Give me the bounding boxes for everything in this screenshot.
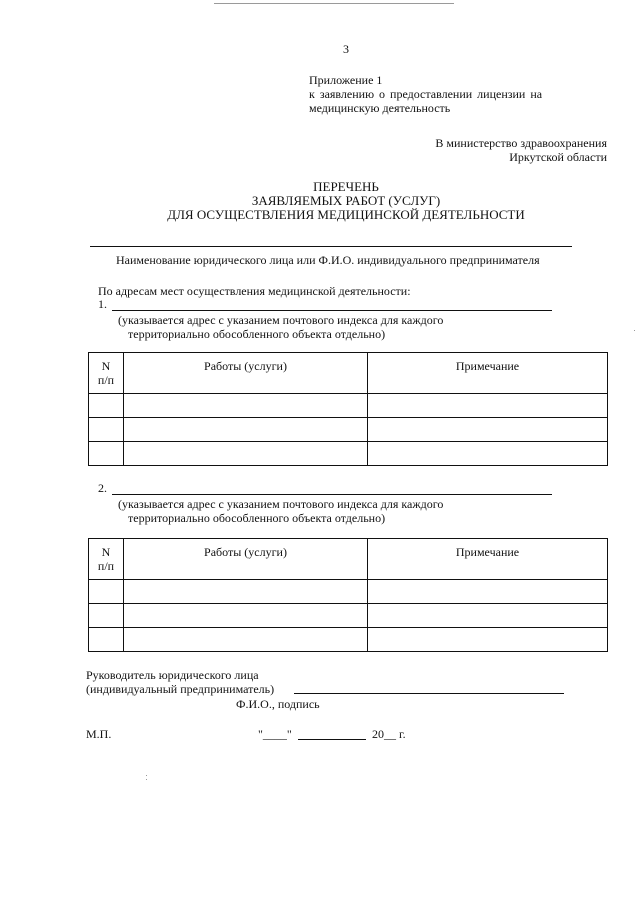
table-cell[interactable] [89, 418, 124, 442]
section-1-note-line-1: (указывается адрес с указанием почтового индекса для каждого [118, 313, 444, 327]
table-row [89, 394, 608, 418]
page-number: 3 [343, 42, 349, 56]
header-note: Примечание [368, 539, 608, 580]
table-cell[interactable] [89, 442, 124, 466]
date-day: "____" [258, 727, 292, 741]
heading-line-1: ПЕРЕЧЕНЬ [313, 179, 379, 194]
heading-line-3: ДЛЯ ОСУЩЕСТВЛЕНИЯ МЕДИЦИНСКОЙ ДЕЯТЕЛЬНОСТИ [167, 207, 525, 222]
table-header-row [89, 353, 608, 394]
applicant-caption: Наименование юридического лица или Ф.И.О. индивидуального предпринимателя [116, 253, 540, 267]
applicant-name-field[interactable] [90, 246, 572, 247]
scan-speck [634, 330, 635, 331]
signature-field[interactable] [294, 693, 564, 694]
addresses-intro: По адресам мест осуществления медицинской деятельности: [98, 284, 411, 298]
table-cell[interactable] [124, 580, 368, 604]
section-1-number: 1. [98, 297, 107, 311]
table-cell[interactable] [368, 580, 608, 604]
section-1-address-field[interactable] [112, 310, 552, 311]
header-number-line-2: п/п [97, 373, 115, 387]
stamp-mp: М.П. [86, 727, 112, 741]
section-2-address-field[interactable] [112, 494, 552, 495]
table-cell[interactable] [368, 394, 608, 418]
addressee-line-1: В министерство здравоохранения [435, 136, 607, 150]
signature-line-2: (индивидуальный предприниматель) [86, 682, 275, 696]
table-cell[interactable] [89, 604, 124, 628]
signature-caption: Ф.И.О., подпись [236, 697, 320, 711]
section-1-note-line-2: территориально обособленного объекта отдельно) [128, 327, 386, 341]
table-row [89, 580, 608, 604]
heading-line-2: ЗАЯВЛЯЕМЫХ РАБОТ (УСЛУГ) [251, 193, 441, 208]
signature-line-1: Руководитель юридического лица [86, 668, 259, 682]
table-cell[interactable] [124, 628, 368, 652]
table-cell[interactable] [89, 580, 124, 604]
top-edge-rule [214, 3, 454, 4]
table-cell[interactable] [89, 394, 124, 418]
header-works: Работы (услуги) [124, 539, 368, 580]
header-number-line-2: п/п [97, 559, 115, 573]
scan-speck [146, 779, 147, 780]
table-cell[interactable] [124, 418, 368, 442]
table-cell[interactable] [89, 628, 124, 652]
appendix-line-1: к заявлению о предоставлении лицензии на [309, 87, 543, 101]
table-row [89, 628, 608, 652]
table-row [89, 604, 608, 628]
date-year: 20__ г. [372, 727, 406, 741]
header-number-line-1: N [101, 359, 111, 373]
section-2-number: 2. [98, 481, 107, 495]
works-table-2 [88, 538, 608, 652]
scan-speck [146, 775, 147, 776]
section-2-note-line-1: (указывается адрес с указанием почтового индекса для каждого [118, 497, 444, 511]
appendix-title: Приложение 1 [309, 73, 383, 87]
table-cell[interactable] [124, 442, 368, 466]
table-cell[interactable] [124, 604, 368, 628]
header-number [89, 539, 124, 580]
addressee-line-2: Иркутской области [509, 150, 607, 164]
header-number [89, 353, 124, 394]
appendix-line-2: медицинскую деятельность [309, 101, 451, 115]
table-row [89, 418, 608, 442]
date-month-field[interactable] [298, 739, 366, 740]
table-cell[interactable] [368, 604, 608, 628]
table-cell[interactable] [124, 394, 368, 418]
table-cell[interactable] [368, 628, 608, 652]
table-row [89, 442, 608, 466]
section-2-note-line-2: территориально обособленного объекта отдельно) [128, 511, 386, 525]
header-number-line-1: N [101, 545, 111, 559]
table-header-row [89, 539, 608, 580]
table-cell[interactable] [368, 442, 608, 466]
works-table-1 [88, 352, 608, 466]
header-note: Примечание [368, 353, 608, 394]
table-cell[interactable] [368, 418, 608, 442]
header-works: Работы (услуги) [124, 353, 368, 394]
